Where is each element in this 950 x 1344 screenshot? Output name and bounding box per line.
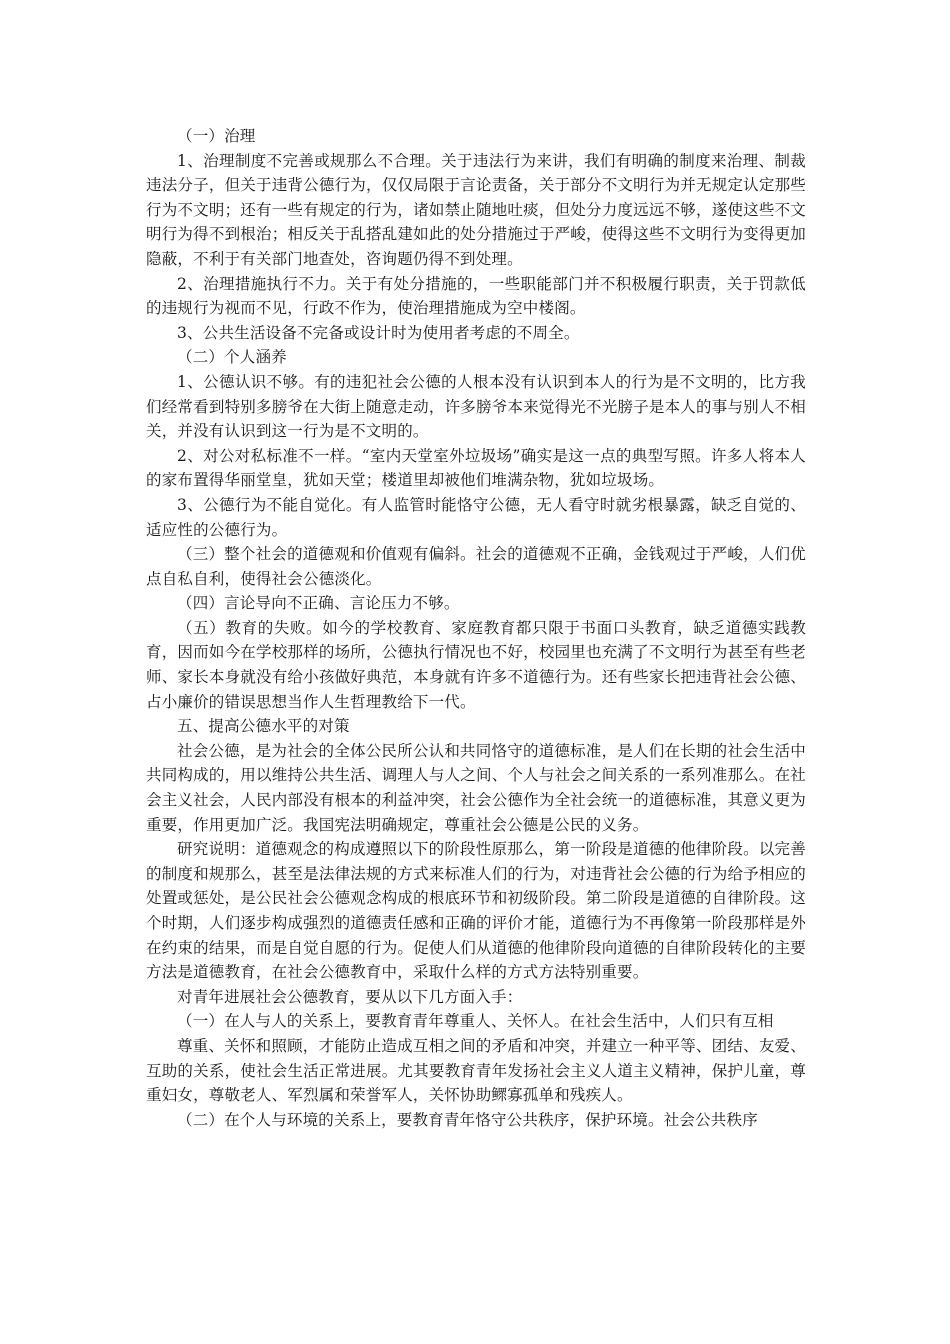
- paragraph: （四）言论导向不正确、言论压力不够。: [177, 594, 460, 613]
- section-heading-personal: （二）个人涵养: [177, 348, 287, 367]
- paragraph: 对青年进展社会公德教育，要从以下几方面入手：: [177, 987, 523, 1006]
- paragraph: 3、公共生活设备不完备或设计时为使用者考虑的不周全。: [177, 323, 580, 342]
- paragraph: （二）在个人与环境的关系上，要教育青年恪守公共秩序，保护环境。社会公共秩序: [177, 1110, 758, 1129]
- section-heading-management: （一）治理: [177, 127, 256, 145]
- document-body: [146, 124, 806, 1132]
- paragraph: 研究说明：道德观念的构成遵照以下的阶段性原那么，第一阶段是道德的他律阶段。以完善的制度和规那么，甚至是法律法规的方式来标准人们的行为，对违背社会公德的行为给予相应的处置或惩处，是公民社会公德观念构成的根底环节和初级阶段。第二阶段是道德的自律阶段。这个时期，人们逐步构成强烈的道德责任感和正确的评价才能，道德行为不再像第一阶段那样是外在约束的结果，而是自觉自愿的行为。促使人们从道德的他律阶段向道德的自律阶段转化的主要方法是道德教育，在社会公德教育中，采取什么样的方式方法特别重要。: [146, 840, 806, 982]
- paragraph: （一）在人与人的关系上，要教育青年尊重人、关怀人。在社会生活中，人们只有互相: [177, 1012, 774, 1031]
- paragraph: 尊重、关怀和照顾，才能防止造成互相之间的矛盾和冲突，并建立一种平等、团结、友爱、互助的关系，使社会生活正常进展。尤其要教育青年发扬社会主义人道主义精神，保护儿童，尊重妇女，尊敬老人、军烈属和荣誉军人，关怀协助鳏寡孤单和残疾人。: [146, 1036, 806, 1105]
- paragraph: 1、公德认识不够。有的违犯社会公德的人根本没有认识到本人的行为是不文明的，比方我们经常看到特别多膀爷在大街上随意走动，许多膀爷本来觉得光不光膀子是本人的事与别人不相关，并没有认识到这一行为是不文明的。: [146, 372, 806, 441]
- paragraph: （五）教育的失败。如今的学校教育、家庭教育都只限于书面口头教育，缺乏道德实践教育，因而如今在学校那样的场所，公德执行情况也不好，校园里也充满了不文明行为甚至有些老师、家长本身就没有给小孩做好典范，本身就有许多不道德行为。还有些家长把违背社会公德、占小廉价的错误思想当作人生哲理教给下一代。: [146, 618, 806, 711]
- paragraph: 2、治理措施执行不力。关于有处分措施的，一些职能部门并不积极履行职责，关于罚款低的违规行为视而不见，行政不作为，使治理措施成为空中楼阁。: [146, 274, 806, 318]
- paragraph: 1、治理制度不完善或规那么不合理。关于违法行为来讲，我们有明确的制度来治理、制裁违法分子，但关于违背公德行为，仅仅局限于言论责备，关于部分不文明行为并无规定认定那些行为不文明；还有一些有规定的行为，诸如禁止随地吐痰，但处分力度远远不够，遂使这些不文明行为得不到根治；相反关于乱搭乱建如此的处分措施过于严峻，使得这些不文明行为变得更加隐蔽，不利于有关部门地查处，咨询题仍得不到处理。: [146, 151, 806, 268]
- paragraph: （三）整个社会的道德观和价值观有偏斜。社会的道德观不正确，金钱观过于严峻，人们优点自私自利，使得社会公德淡化。: [146, 545, 806, 588]
- paragraph: 社会公德，是为社会的全体公民所公认和共同恪守的道德标准，是人们在长期的社会生活中共同构成的，用以维持公共生活、调理人与人之间、个人与社会之间关系的一系列准那么。在社会主义社会，人民内部没有根本的利益冲突，社会公德作为全社会统一的道德标准，其意义更为重要，作用更加广泛。我国宪法明确规定，尊重社会公德是公民的义务。: [146, 741, 806, 834]
- paragraph: 2、对公对私标准不一样。“室内天堂室外垃圾场”确实是这一点的典型写照。许多人将本人的家布置得华丽堂皇，犹如天堂；楼道里却被他们堆满杂物，犹如垃圾场。: [146, 446, 806, 490]
- section-heading-countermeasures: 五、提高公德水平的对策: [177, 717, 350, 736]
- paragraph: 3、公德行为不能自觉化。有人监管时能恪守公德，无人看守时就劣根暴露，缺乏自觉的、适应性的公德行为。: [146, 495, 806, 539]
